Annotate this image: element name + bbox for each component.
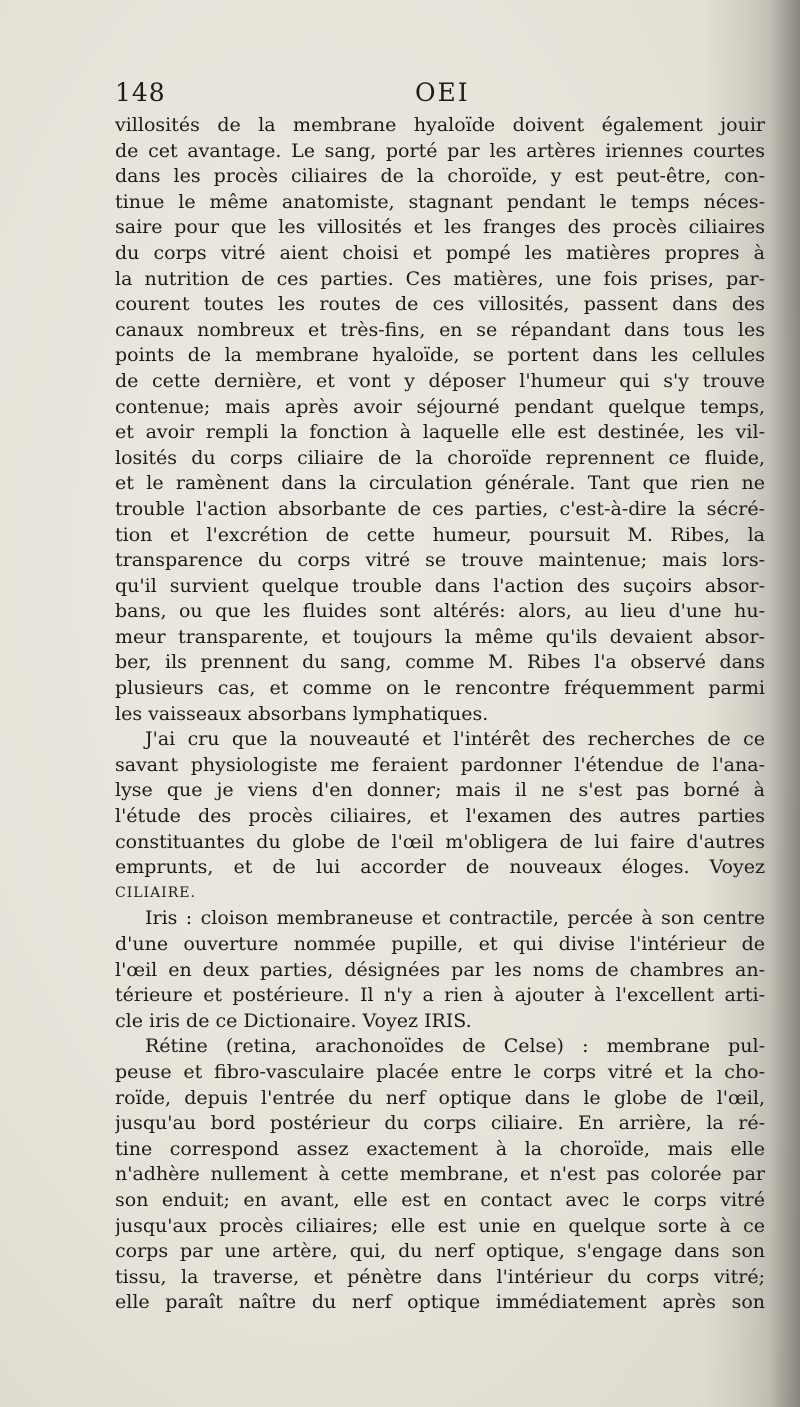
body-text <box>115 113 765 1316</box>
text-line: points de la membrane hyaloïde, se portent dans les cellules <box>115 344 765 367</box>
text-line: J'ai cru que la nouveauté et l'intérêt des recherches de ce <box>145 728 765 751</box>
text-line: de cet avantage. Le sang, porté par les artères iriennes courtes <box>115 139 765 162</box>
text-line: transparence du corps vitré se trouve maintenue; mais lors- <box>115 549 765 572</box>
text-line: l'œil en deux parties, désignées par les noms de chambres an- <box>115 958 765 981</box>
text-line: térieure et postérieure. Il n'y a rien à ajouter à l'excellent arti- <box>115 984 765 1007</box>
text-line: elle paraît naître du nerf optique immédiatement après son <box>115 1291 765 1314</box>
text-line: les vaisseaux absorbans lymphatiques. <box>115 702 489 725</box>
text-line: lyse que je viens d'en donner; mais il ne s'est pas borné à <box>115 779 765 802</box>
page-header <box>115 78 770 112</box>
text-line: jusqu'au bord postérieur du corps ciliaire. En arrière, la ré- <box>115 1112 765 1135</box>
text-line: courent toutes les routes de ces villosités, passent dans des <box>115 293 765 316</box>
text-line: saire pour que les villosités et les franges des procès ciliaires <box>115 216 765 239</box>
text-line: tissu, la traverse, et pénètre dans l'intérieur du corps vitré; <box>115 1265 765 1288</box>
text-line: Rétine (retina, arachonoïdes de Celse) : membrane pul- <box>145 1035 765 1058</box>
text-line: et avoir rempli la fonction à laquelle elle est destinée, les vil- <box>115 421 765 444</box>
text-line: roïde, depuis l'entrée du nerf optique dans le globe de l'œil, <box>115 1086 765 1109</box>
page-number: 148 <box>115 78 166 107</box>
text-line: Iris : cloison membraneuse et contractile, percée à son centre <box>145 907 765 930</box>
text-line: tion et l'excrétion de cette humeur, poursuit M. Ribes, la <box>115 523 765 546</box>
text-line: ber, ils prennent du sang, comme M. Ribes l'a observé dans <box>115 651 765 674</box>
text-line: qu'il survient quelque trouble dans l'action des suçoirs absor- <box>115 574 765 597</box>
text-line: CILIAIRE. <box>115 884 196 901</box>
text-line: canaux nombreux et très-fins, en se répandant dans tous les <box>115 318 765 341</box>
text-line: savant physiologiste me feraient pardonner l'étendue de l'ana- <box>115 753 765 776</box>
text-line: plusieurs cas, et comme on le rencontre fréquemment parmi <box>115 677 765 700</box>
text-line: tine correspond assez exactement à la choroïde, mais elle <box>115 1137 765 1160</box>
text-line: d'une ouverture nommée pupille, et qui divise l'intérieur de <box>115 933 765 955</box>
text-line: meur transparente, et toujours la même qu'ils devaient absor- <box>115 625 765 648</box>
text-line: cle iris de ce Dictionaire. Voyez IRIS. <box>115 1009 472 1032</box>
text-line: bans, ou que les fluides sont altérés: alors, au lieu d'une hu- <box>115 600 765 623</box>
text-line: son enduit; en avant, elle est en contact avec le corps vitré <box>115 1188 765 1211</box>
running-head: OEI <box>415 78 470 107</box>
page-edge-shadow <box>770 0 800 1407</box>
text-line: contenue; mais après avoir séjourné pendant quelque temps, <box>115 395 765 418</box>
text-line: tinue le même anatomiste, stagnant pendant le temps néces- <box>115 190 765 213</box>
text-line: emprunts, et de lui accorder de nouveaux éloges. Voyez <box>115 856 765 879</box>
text-line: losités du corps ciliaire de la choroïde reprennent ce fluide, <box>115 446 765 469</box>
text-line: et le ramènent dans la circulation générale. Tant que rien ne <box>115 472 765 495</box>
text-line: la nutrition de ces parties. Ces matières, une fois prises, par- <box>115 267 765 290</box>
text-line: villosités de la membrane hyaloïde doivent également jouir <box>115 114 765 136</box>
text-line: trouble l'action absorbante de ces parties, c'est-à-dire la sécré- <box>115 497 765 520</box>
text-line: jusqu'aux procès ciliaires; elle est unie en quelque sorte à ce <box>115 1214 765 1237</box>
text-line: du corps vitré aient choisi et pompé les matières propres à <box>115 241 765 264</box>
text-line: corps par une artère, qui, du nerf optique, s'engage dans son <box>115 1240 765 1263</box>
text-line: peuse et fibro-vasculaire placée entre le corps vitré et la cho- <box>115 1060 765 1083</box>
text-line: n'adhère nullement à cette membrane, et n'est pas colorée par <box>115 1163 765 1186</box>
text-line: l'étude des procès ciliaires, et l'examen des autres parties <box>115 805 765 828</box>
text-line: dans les procès ciliaires de la choroïde, y est peut-être, con- <box>115 165 765 188</box>
text-line: de cette dernière, et vont y déposer l'humeur qui s'y trouve <box>115 369 765 392</box>
text-line: constituantes du globe de l'œil m'obligera de lui faire d'autres <box>115 830 765 853</box>
